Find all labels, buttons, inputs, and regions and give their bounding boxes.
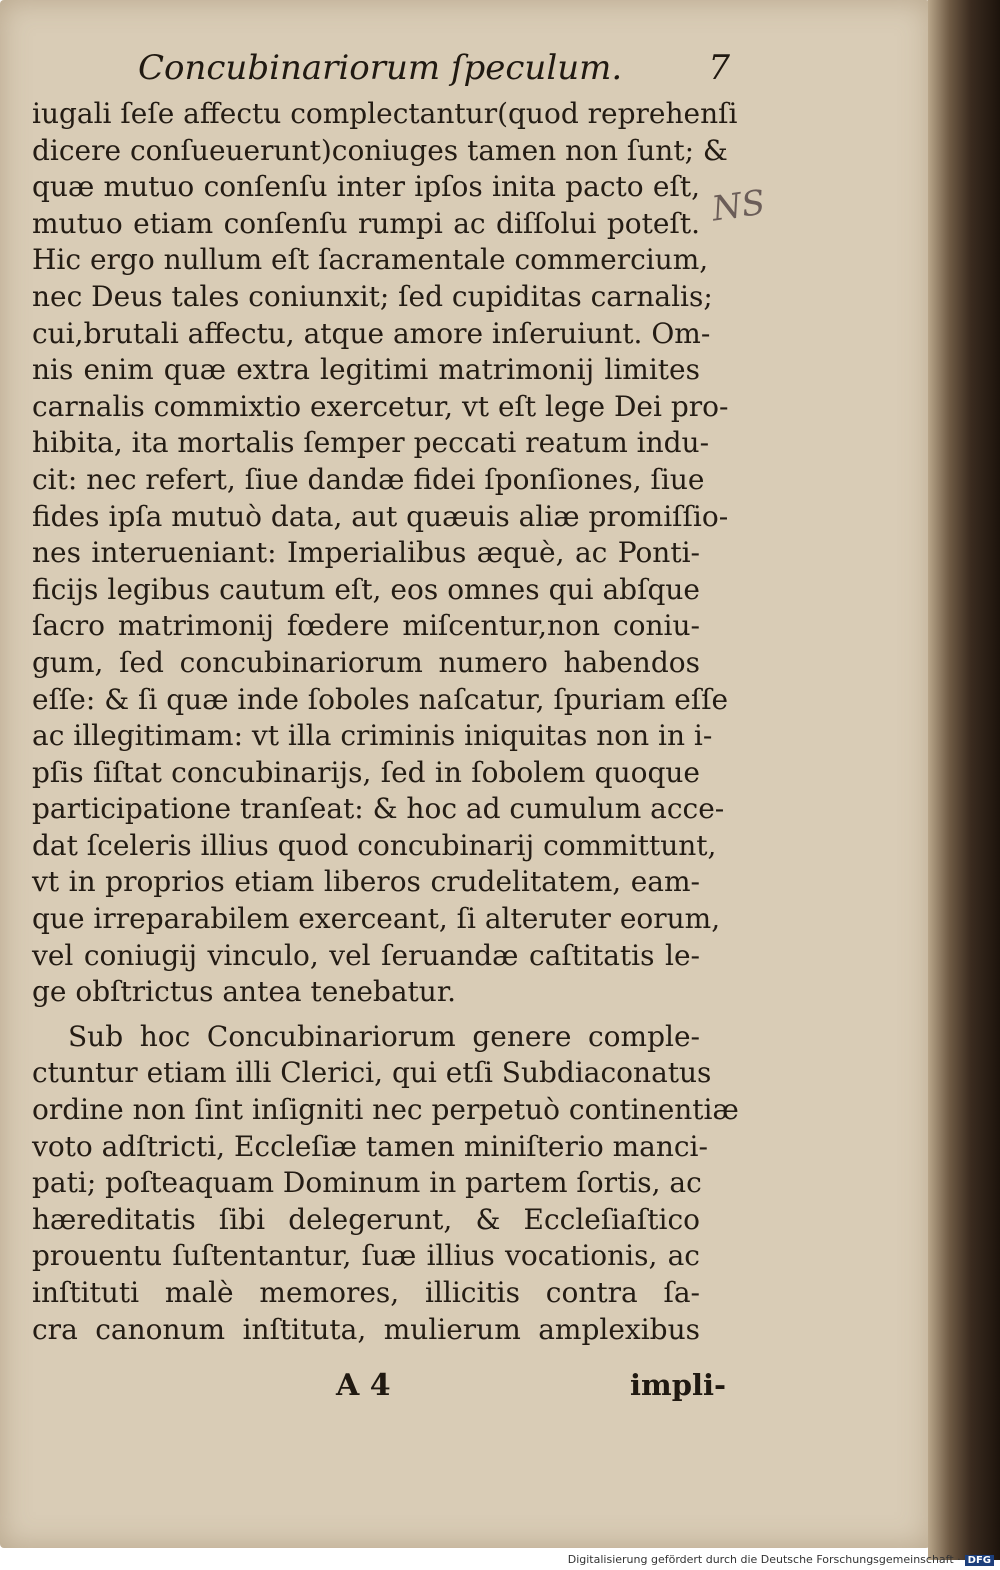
text-line: nec Deus tales coniunxit; ſed cupiditas carnalis; — [32, 279, 713, 313]
text-line: mutuo etiam conſenſu rumpi ac diſſolui poteſt. — [32, 206, 700, 240]
credit-text: Digitalisierung gefördert durch die Deutsche Forschungsgemeinschaft · — [567, 1553, 961, 1566]
text-line: hibita, ita mortalis ſemper peccati reatum indu- — [32, 426, 710, 460]
text-line: eſſe: & ſi quæ inde ſoboles naſcatur, ſpuriam eſſe — [32, 682, 729, 716]
text-line: cit: nec refert, ſiue dandæ fidei ſponſiones, ſiue — [32, 462, 705, 496]
text-line: dat ſceleris illius quod concubinarij committunt, — [32, 828, 717, 862]
text-line: vt in proprios etiam liberos crudelitatem, eam- — [32, 865, 700, 899]
text-line: iugali ſeſe affectu complectantur(quod reprehenſi — [32, 97, 738, 130]
text-line: ctuntur etiam illi Clerici, qui etſi Subdiaconatus — [32, 1056, 712, 1090]
text-line: nes interueniant: Imperialibus æquè, ac Ponti- — [32, 536, 700, 570]
text-line: ordine non ſint inſigniti nec perpetuò continentiæ — [32, 1093, 739, 1127]
running-title: Concubinariorum ſpeculum. — [138, 48, 623, 88]
text-line: vel coniugij vinculo, vel ſeruandæ caſtitatis le- — [32, 938, 700, 972]
text-line: voto adſtricti, Eccleſiæ tamen miniſterio manci- — [32, 1129, 708, 1163]
signature-mark: A 4 — [336, 1368, 391, 1403]
running-head — [40, 48, 730, 94]
text-line: gum, ſed concubinariorum numero habendos — [32, 645, 700, 679]
text-line: ge obſtrictus antea tenebatur. — [32, 975, 457, 1009]
catchword: impli- — [630, 1368, 727, 1402]
text-line: fides ipſa mutuò data, aut quæuis aliæ promiſſio- — [32, 499, 729, 533]
text-line: participatione tranſeat: & hoc ad cumulum acce- — [32, 792, 725, 826]
text-line: que irreparabilem exerceant, ſi alteruter eorum, — [32, 902, 721, 936]
page-number: 7 — [708, 48, 730, 88]
marginal-annotation: NS — [709, 182, 768, 230]
text-line: ſacro matrimonij fœdere miſcentur,non coniu- — [32, 609, 700, 643]
text-line: cui,brutali affectu, atque amore inſeruiunt. Om- — [32, 316, 711, 350]
text-line: ac illegitimam: vt illa criminis iniquitas non in i- — [32, 719, 713, 753]
digitization-credit — [568, 1553, 994, 1566]
paragraph-gap — [32, 1011, 700, 1019]
dfg-logo: DFG — [965, 1555, 994, 1566]
text-line: pati; poſteaquam Dominum in partem ſortis, ac — [32, 1166, 702, 1200]
text-line: prouentu ſuſtentantur, ſuæ illius vocationis, ac — [32, 1239, 700, 1273]
text-line: cra canonum inſtituta, mulierum amplexibus — [32, 1312, 700, 1346]
text-line: quæ mutuo conſenſu inter ipſos inita pacto eſt, — [32, 170, 700, 204]
text-line: Sub hoc Concubinariorum genere comple- — [68, 1019, 700, 1053]
text-line: Hic ergo nullum eſt ſacramentale commercium, — [32, 243, 709, 277]
text-line: nis enim quæ extra legitimi matrimonij limites — [32, 353, 700, 387]
book-spine-edge — [928, 0, 1000, 1560]
text-line: inſtituti malè memores, illicitis contra ſa- — [32, 1276, 700, 1309]
text-line: carnalis commixtio exercetur, vt eſt lege Dei pro- — [32, 389, 729, 423]
text-line: pſis ſiſtat concubinarijs, ſed in ſobolem quoque — [32, 755, 700, 789]
text-line: dicere conſueuerunt)coniuges tamen non ſunt; & — [32, 133, 728, 167]
body-text — [32, 96, 739, 1348]
text-line: ficijs legibus cautum eſt, eos omnes qui abſque — [32, 572, 700, 606]
text-line: hæreditatis ſibi delegerunt, & Eccleſiaſtico — [32, 1202, 700, 1236]
